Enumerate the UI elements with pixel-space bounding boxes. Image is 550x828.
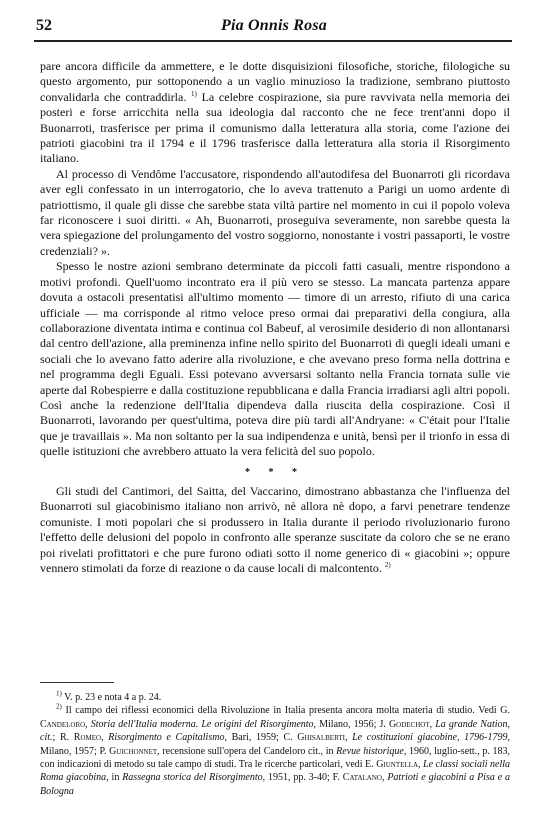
page-number: 52 — [36, 17, 52, 34]
footnotes — [40, 691, 510, 798]
running-title: Pia Onnis Rosa — [221, 17, 327, 34]
paragraph: Spesso le nostre azioni sembrano determinate da piccoli fatti casuali, mentre rispondono a motivi profondi. Quell'uomo incontrato era il più vero se stesso. La mancata partenza appare dovuta a ostacoli presentatisi all'ultimo momento — timore di un arresto, rifiuto di una carica ufficiale — ma corrisponde al ritmo veloce preso ormai dai preparativi della congiura, alla collaborazione diventata intima e continua col Babeuf, al verosimile desiderio di non allontanarsi dal centro dell'azione, alla preminenza infine nello spirito del Buonarroti di quegli ideali umani e sociali che lo avevano fatto aderire alla rivoluzione, e che avevano preso forma nella dottrina e nel programma degli Eguali. Essi potevano avversarsi soltanto nella Francia tornata sulle vie aperte dal Robespierre e dalla costituzione repubblicana e dalla Francia irradiarsi agli altri popoli. Così anche la redenzione dell'Italia dipendeva dalla riuscita della cospirazione. Così il Buonarroti, lavorando per quest'ultima, poteva dire più tardi all'Andryane: « C'était pour l'Italie que je travaillais ». Ma non soltanto per la sua indipendenza e unità, bensì per il trionfo in essa di quelle istituzioni che avrebbero attuato la vera felicità del suo popolo. — [40, 259, 510, 459]
page-header — [36, 17, 512, 37]
footnote-ref: 2) — [384, 561, 391, 569]
paragraph: Gli studi del Cantimori, del Saitta, del Vaccarino, dimostrano abbastanza che l'influenza del Buonarroti sul giacobinismo italiano non arrivò, nè allora nè dopo, a farvi penetrare tendenze comuniste. I moti popolari che si produssero in Italia durante il periodo rivoluzionario furono l'effetto delle delusioni del popolo in confronto alle speranze suscitate da coloro che se ne erano poi rivelati profittatori e che pure furono odiati sotto il nome generico di « giacobini »; oppure vennero stimolati da forze di reazione o da cause locali di malcontento. $^{2)}$ — [40, 483, 510, 575]
footnote-ref: 1) — [191, 89, 197, 98]
footnote-rule — [40, 682, 114, 683]
section-separator: * * * — [245, 466, 305, 478]
main-text — [40, 59, 510, 576]
header-rule — [34, 40, 512, 42]
paragraph: Al processo di Vendôme l'accusatore, rispondendo all'autodifesa del Buonarroti gli ricordava aver egli confessato in un interrogatorio, che lo aveva trattenuto a Parigi un uomo ardente di patriottismo, il quale gli disse che sarebbe stata viltà partire nel momento in cui il popolo voleva far riconoscere i suoi diritti. « Ah, Buonarroti, proseguiva severamente, non sarebbe questa la vera spiegazione del prolungamento del vostro soggiorno, nonostante i vostri passaporti, le vostre credenziali? ». — [40, 166, 510, 258]
footnote-2: $^{2)}$ Il campo dei riflessi economici della Rivoluzione in Italia presenta ancora molta materia di studio. Vedi G. Candeloro, Storia dell'Italia moderna. Le origini del Risorgimento, Milano, 1956; J. Godechot, La grande Nation, cit.; R. Romeo, Risorgimento e Capitalismo, Bari, 1959; C. Ghisalberti, Le costituzioni giacobine, 1796-1799, Milano, 1957; P. Guichonnet, recensione sull'opera del Candeloro cit., in Revue historique, 1960, luglio-sett., p. 183, con indicazioni di metodo su tale campo di studi. Tra le ricerche particolari, vedi E. Giuntella, Le classi sociali nella Roma giacobina, in Rassegna storica del Risorgimento, 1951, pp. 3-40; F. Catalano, Patrioti e giacobini a Pisa e a Bologna — [40, 703, 511, 797]
footnote-1: $^{1)}$ V. p. 23 e nota 4 a p. 24. — [56, 689, 162, 703]
paragraph: pare ancora difficile da ammettere, e le dotte disquisizioni filosofiche, storiche, filologiche su questo argomento, pur sottoponendo a un vaglio minuzioso la tradizione, sembrano piuttosto convalidarla che contraddirla. $^{1)}$ La celebre cospirazione, sia pure ravvivata nella memoria dei posteri e forse arricchita nella sua ideologia dal racconto che ne fece trent'anni dopo il Buonarroti, trasferisce per prima il comunismo dalla letteratura alla storia, come l'azione dei patrioti giacobini tra il 1794 e il 1796 trasferisce dalla letteratura alla storia il Risorgimento italiano. — [40, 59, 511, 166]
